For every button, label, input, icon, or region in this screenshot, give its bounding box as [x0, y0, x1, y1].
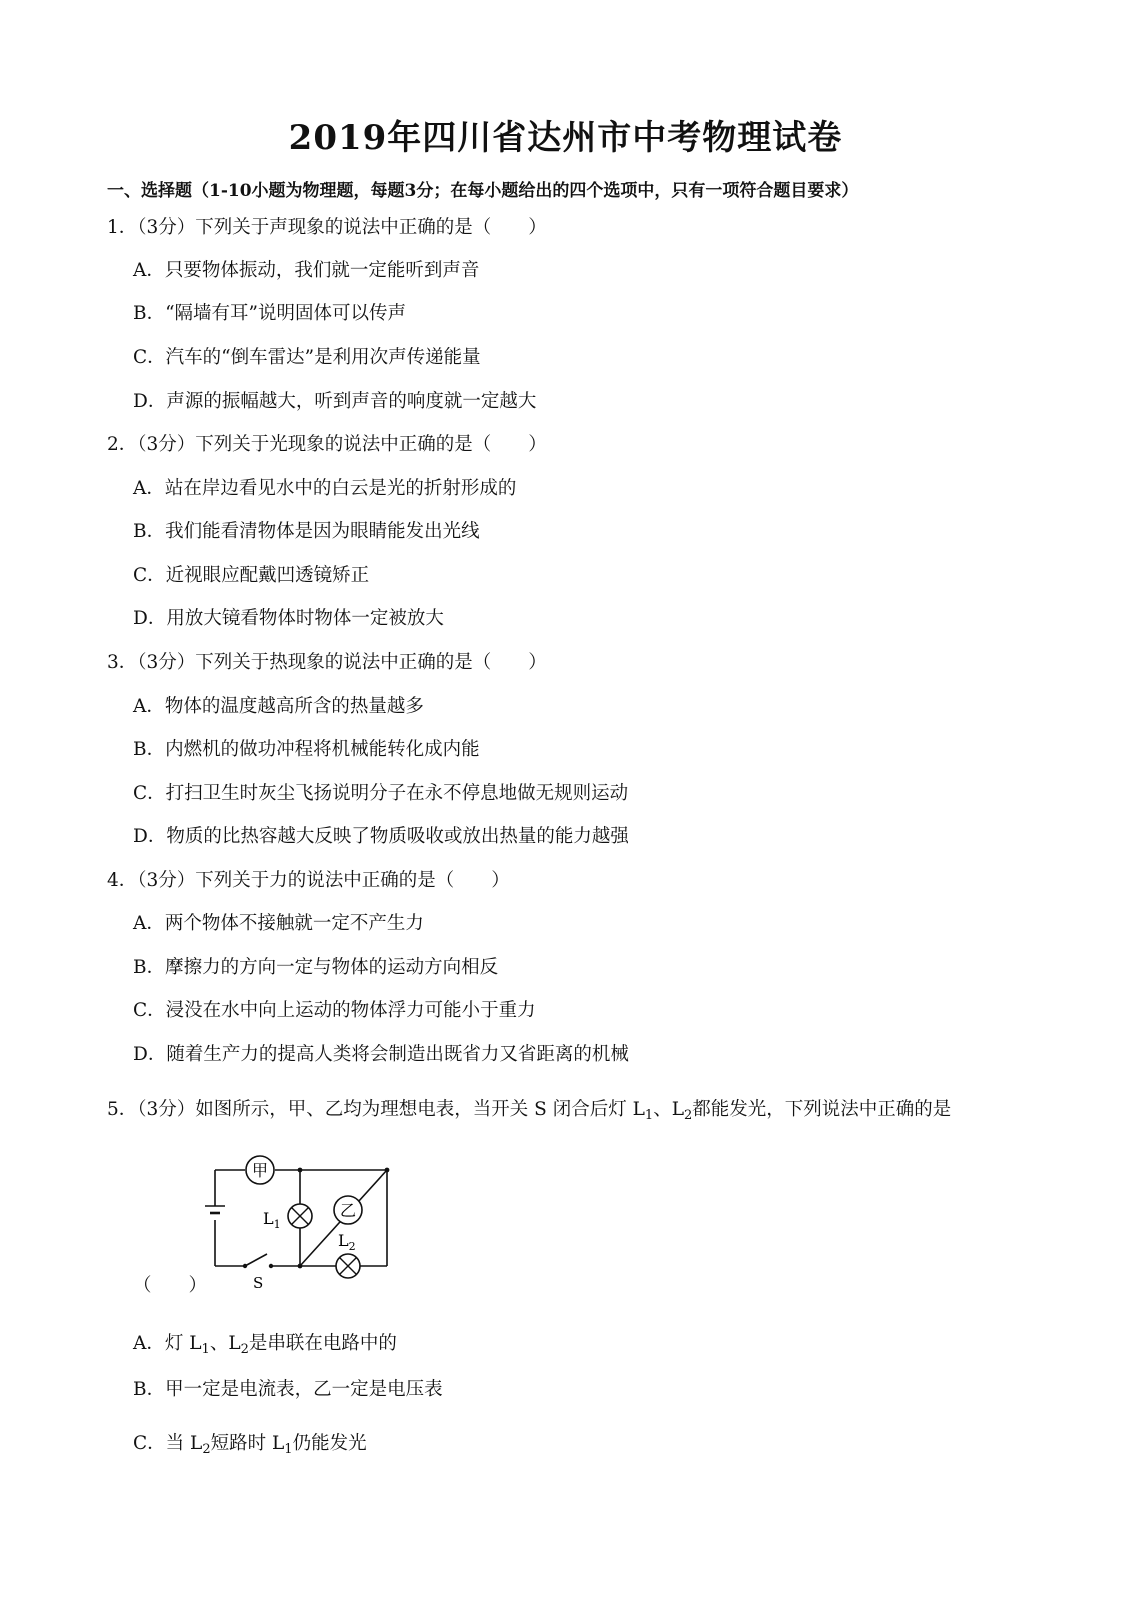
question-3-option-b: B．内燃机的做功冲程将机械能转化成内能: [133, 739, 480, 760]
question-5-option-c: C．当 $L_2$短路时 $L_1$仍能发光: [133, 1433, 367, 1457]
question-2-stem: 2．（3分）下列关于光现象的说法中正确的是（ ）: [107, 434, 547, 455]
question-2-option-a: A．站在岸边看见水中的白云是光的折射形成的: [133, 478, 517, 499]
question-3-option-a: A．物体的温度越高所含的热量越多: [133, 696, 424, 717]
question-3-option-d: D．物质的比热容越大反映了物质吸收或放出热量的能力越强: [133, 826, 629, 847]
question-1-option-d: D．声源的振幅越大，听到声音的响度就一定越大: [133, 391, 537, 412]
question-2-option-c: C．近视眼应配戴凹透镜矫正: [133, 565, 370, 586]
lamp-1-label: $L_1$: [263, 1209, 281, 1231]
question-3-stem: 3．（3分）下列关于热现象的说法中正确的是（ ）: [107, 652, 547, 673]
question-5-answer-paren: （ ）: [133, 1275, 208, 1296]
section-heading: 一、选择题（1-10小题为物理题，每题3分；在每小题给出的四个选项中，只有一项符合题目要求）: [107, 181, 859, 201]
question-2-option-d: D．用放大镜看物体时物体一定被放大: [133, 608, 444, 629]
question-2-option-b: B．我们能看清物体是因为眼睛能发出光线: [133, 521, 480, 542]
switch-label: S: [253, 1274, 264, 1290]
question-1-option-c: C．汽车的“倒车雷达”是利用次声传递能量: [133, 347, 481, 368]
circuit-diagram: [205, 1150, 405, 1290]
question-4-option-b: B．摩擦力的方向一定与物体的运动方向相反: [133, 957, 499, 978]
lamp-2-symbol: [336, 1254, 360, 1278]
question-5-option-a: A．灯 $L_1$、$L_2$是串联在电路中的: [133, 1333, 397, 1357]
question-4-option-a: A．两个物体不接触就一定不产生力: [133, 913, 424, 934]
question-4-option-d: D．随着生产力的提高人类将会制造出既省力又省距离的机械: [133, 1044, 629, 1065]
question-5-stem: 5．（3分）如图所示，甲、乙均为理想电表，当开关 S 闭合后灯 $L_1$、$L_2$都能发光，下列说法中正确的是: [107, 1099, 952, 1123]
exam-title: 2019年四川省达州市中考物理试卷: [288, 118, 843, 158]
meter-a-label: 甲: [251, 1161, 269, 1180]
question-3-option-c: C．打扫卫生时灰尘飞扬说明分子在永不停息地做无规则运动: [133, 783, 629, 804]
question-1-option-b: B．“隔墙有耳”说明固体可以传声: [133, 303, 407, 324]
question-1-option-a: A．只要物体振动，我们就一定能听到声音: [133, 260, 480, 281]
question-4-option-c: C．浸没在水中向上运动的物体浮力可能小于重力: [133, 1000, 536, 1021]
question-1-stem: 1．（3分）下列关于声现象的说法中正确的是（ ）: [107, 217, 547, 238]
question-5-option-b: B．甲一定是电流表，乙一定是电压表: [133, 1379, 443, 1400]
lamp-2-label: $L_2$: [338, 1231, 356, 1253]
lamp-1-symbol: [288, 1204, 312, 1228]
question-4-stem: 4．（3分）下列关于力的说法中正确的是（ ）: [107, 870, 510, 891]
meter-b-label: 乙: [339, 1201, 357, 1220]
